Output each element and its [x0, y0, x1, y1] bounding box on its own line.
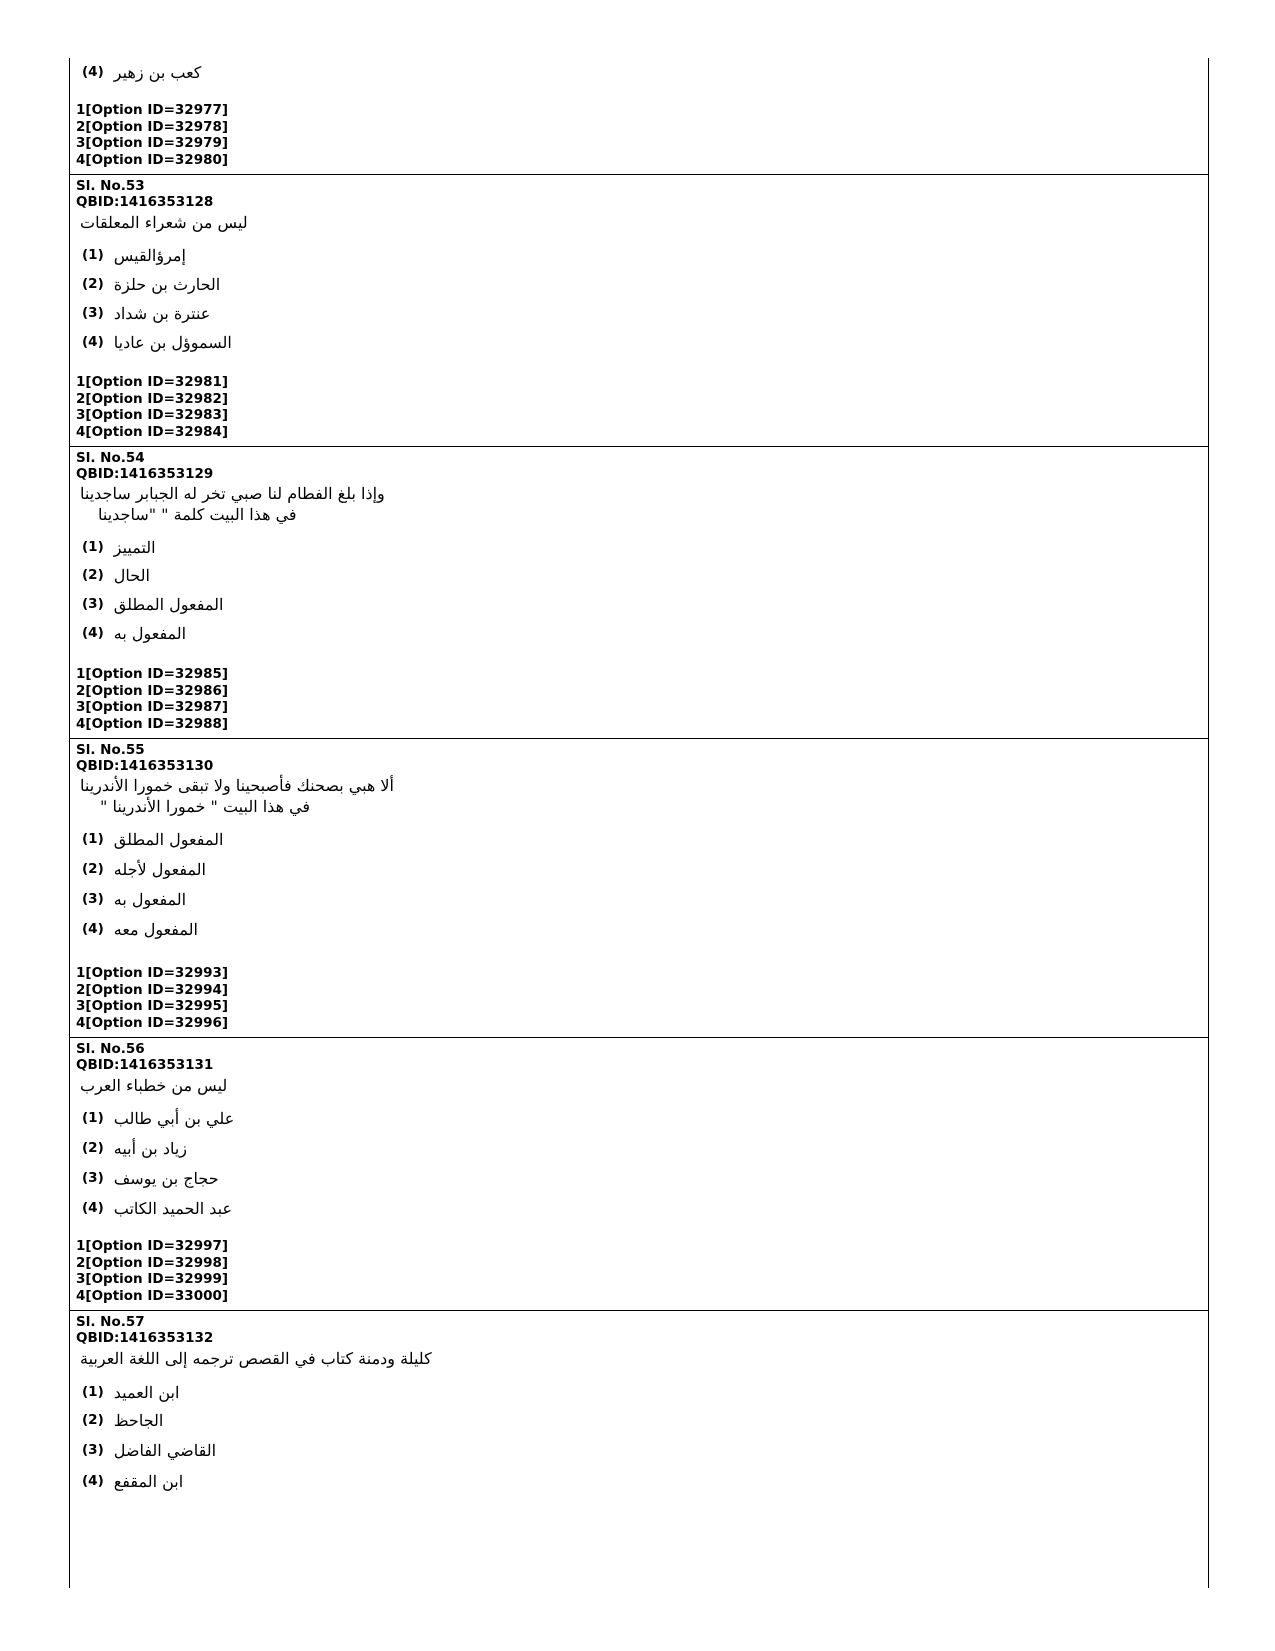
option-id: 4[Option ID=32984] [76, 423, 229, 440]
question-block-57 [70, 1311, 1208, 1588]
option-number: (1) [82, 831, 104, 847]
option-id: 3[Option ID=32983] [76, 407, 229, 423]
option-id: 2[Option ID=32978] [76, 118, 229, 135]
option-1 [82, 244, 186, 266]
option-1 [82, 1381, 179, 1403]
option-number: (2) [82, 276, 104, 292]
option-id: 4[Option ID=32996] [76, 1014, 229, 1031]
option-text: المفعول المطلق [113, 829, 224, 849]
option-4 [82, 331, 232, 353]
option-4 [82, 918, 198, 940]
serial-number: Sl. No.54 [76, 450, 145, 466]
option-text: الحارث بن حلزة [113, 274, 221, 294]
serial-number: Sl. No.53 [76, 178, 145, 194]
option-text: زياد بن أبيه [113, 1138, 188, 1158]
option-3 [82, 1439, 216, 1461]
option-number: (2) [82, 861, 104, 877]
question-text: ليس من خطباء العرب [80, 1076, 228, 1095]
qbid: QBID:1416353132 [76, 1330, 214, 1346]
option-number: (4) [82, 64, 104, 80]
option-4 [82, 622, 186, 644]
option-text: كعب بن زهير [113, 62, 202, 82]
question-text: في هذا البيت " خمورا الأندرينا " [100, 797, 311, 816]
option-text: المفعول المطلق [113, 594, 224, 614]
option-text: إمرؤالقيس [113, 245, 186, 265]
option-id: 2[Option ID=32982] [76, 390, 229, 407]
option-text: الجاحظ [113, 1410, 164, 1430]
qbid: QBID:1416353128 [76, 194, 214, 210]
option-id: 4[Option ID=32988] [76, 715, 229, 732]
option-id: 2[Option ID=32986] [76, 682, 229, 699]
option-number: (3) [82, 596, 104, 612]
option-number: (4) [82, 921, 104, 937]
option-number: (3) [82, 1442, 104, 1458]
option-number: (3) [82, 305, 104, 321]
option-number: (2) [82, 1412, 104, 1428]
question-text: ليس من شعراء المعلقات [80, 213, 248, 232]
option-number: (2) [82, 1140, 104, 1156]
option-4 [82, 1197, 232, 1219]
option-id: 1[Option ID=32993] [76, 965, 229, 981]
option-1 [82, 536, 156, 558]
option-number: (4) [82, 334, 104, 350]
option-id-list [76, 666, 228, 732]
option-number: (4) [82, 625, 104, 641]
option-2 [82, 1409, 163, 1431]
option-id-list [76, 102, 228, 168]
option-text: المفعول به [113, 623, 187, 643]
question-block-56 [70, 1038, 1208, 1311]
question-text: وإذا بلغ الفطام لنا صبي تخر له الجبابر ساجدينا [80, 484, 385, 503]
option-id: 2[Option ID=32998] [76, 1254, 229, 1271]
option-text: المفعول معه [113, 919, 198, 939]
option-2 [82, 273, 220, 295]
option-text: عنترة بن شداد [113, 303, 211, 323]
option-number: (1) [82, 539, 104, 555]
question-block-54 [70, 447, 1208, 739]
option-4 [82, 61, 201, 83]
option-id: 1[Option ID=32981] [76, 374, 229, 390]
option-3 [82, 888, 186, 910]
serial-number: Sl. No.55 [76, 742, 145, 758]
option-1 [82, 1107, 234, 1129]
option-3 [82, 593, 223, 615]
option-number: (1) [82, 1110, 104, 1126]
option-text: السموؤل بن عاديا [113, 332, 232, 352]
option-id: 3[Option ID=32979] [76, 135, 229, 151]
option-id: 1[Option ID=32985] [76, 666, 229, 682]
option-text: ابن العميد [113, 1382, 180, 1402]
option-text: المفعول به [113, 889, 187, 909]
option-text: التمييز [113, 537, 156, 557]
question-block-52-continued [70, 58, 1208, 175]
option-text: علي بن أبي طالب [113, 1108, 235, 1128]
option-id: 3[Option ID=32999] [76, 1271, 229, 1287]
option-3 [82, 1167, 219, 1189]
option-id: 3[Option ID=32995] [76, 998, 229, 1014]
option-3 [82, 302, 210, 324]
option-text: ابن المقفع [113, 1471, 184, 1491]
option-number: (4) [82, 1200, 104, 1216]
option-2 [82, 1137, 187, 1159]
question-block-53 [70, 175, 1208, 447]
question-block-55 [70, 739, 1208, 1038]
question-paper-frame [69, 58, 1209, 1588]
option-number: (4) [82, 1473, 104, 1489]
option-id: 2[Option ID=32994] [76, 981, 229, 998]
option-text: حجاج بن يوسف [113, 1168, 219, 1188]
option-number: (1) [82, 247, 104, 263]
option-id: 4[Option ID=33000] [76, 1287, 229, 1304]
serial-number: Sl. No.57 [76, 1314, 145, 1330]
option-1 [82, 828, 223, 850]
option-text: القاضي الفاضل [113, 1440, 217, 1460]
qbid: QBID:1416353130 [76, 758, 214, 774]
option-text: عبد الحميد الكاتب [113, 1198, 232, 1218]
option-2 [82, 858, 206, 880]
option-id-list [76, 965, 228, 1031]
option-2 [82, 564, 150, 586]
question-text: في هذا البيت كلمة " "ساجدينا [98, 505, 297, 524]
qbid: QBID:1416353131 [76, 1057, 214, 1073]
option-number: (3) [82, 891, 104, 907]
option-number: (2) [82, 567, 104, 583]
option-id: 3[Option ID=32987] [76, 699, 229, 715]
option-4 [82, 1470, 183, 1492]
option-text: الحال [113, 565, 150, 585]
option-id: 1[Option ID=32997] [76, 1238, 229, 1254]
question-text: كليلة ودمنة كتاب في القصص ترجمه إلى اللغة العربية [80, 1349, 432, 1368]
qbid: QBID:1416353129 [76, 466, 214, 482]
question-text: ألا هبي بصحنك فأصبحينا ولا تبقى خمورا الأندرينا [80, 776, 394, 795]
option-id: 1[Option ID=32977] [76, 102, 229, 118]
option-number: (3) [82, 1170, 104, 1186]
option-id-list [76, 1238, 228, 1304]
option-text: المفعول لأجله [113, 859, 206, 879]
option-number: (1) [82, 1384, 104, 1400]
serial-number: Sl. No.56 [76, 1041, 145, 1057]
option-id: 4[Option ID=32980] [76, 151, 229, 168]
option-id-list [76, 374, 228, 440]
